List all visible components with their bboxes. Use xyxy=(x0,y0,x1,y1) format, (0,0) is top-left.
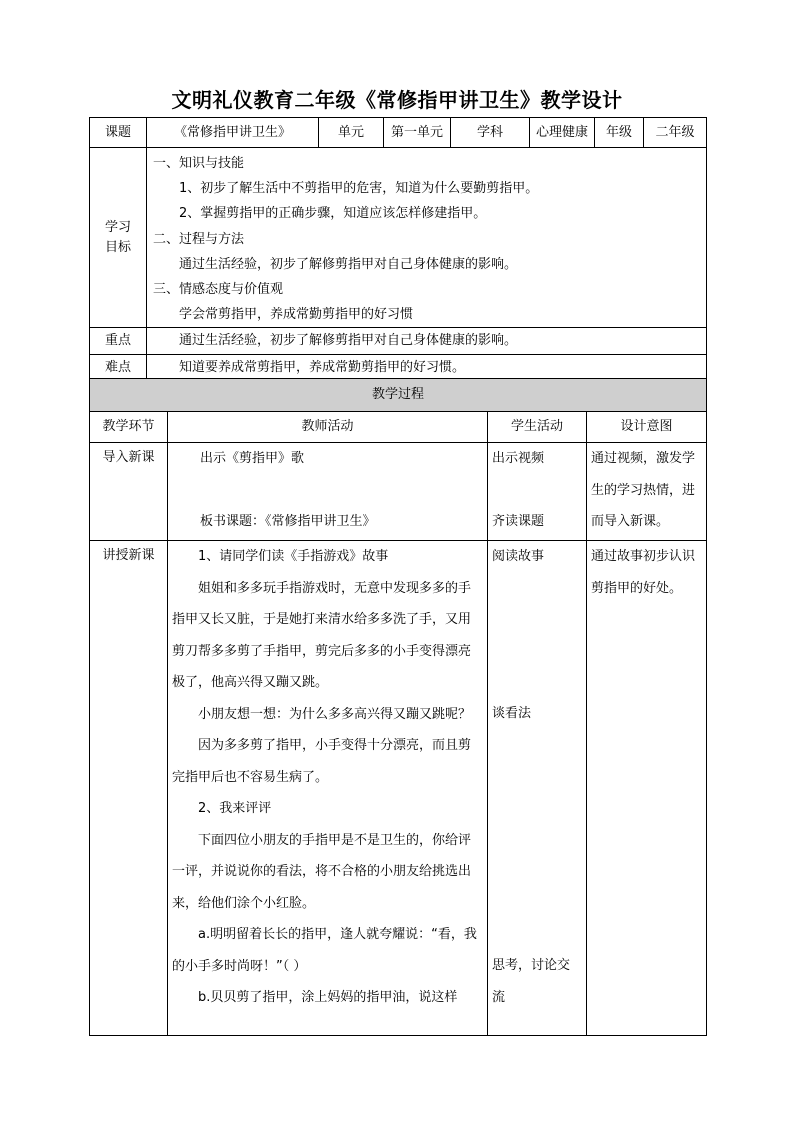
difficulty-label: 难点 xyxy=(90,355,147,382)
goal-heading: 三、情感态度与价值观 xyxy=(153,281,284,297)
goal-item: 通过生活经验，初步了解修剪指甲对自己身体健康的影响。 xyxy=(179,256,518,272)
teacher-activity: 下面四位小朋友的手指甲是不是卫生的，你给评一评，并说说你的看法，将不合格的小朋友给挑选出来，给他们涂个小红脸。 xyxy=(172,832,472,911)
column-header-student: 学生活动 xyxy=(488,412,587,443)
goal-item: 学会常剪指甲，养成常勤剪指甲的好习惯 xyxy=(179,307,414,323)
column-header-intent: 设计意图 xyxy=(587,412,707,443)
design-intent: 通过视频，激发学生的学习热情，进而导入新课。 xyxy=(591,451,696,529)
teacher-activity xyxy=(168,475,487,507)
course-value: 《常修指甲讲卫生》 xyxy=(147,118,319,148)
unit-value: 第一单元 xyxy=(384,118,451,148)
student-activity: 思考，讨论交流 xyxy=(492,958,571,1005)
grade-label: 年级 xyxy=(595,118,644,148)
teacher-activity: a.明明留着长长的指甲，逢人就夸耀说：“看，我的小手多时尚呀！”（ ） xyxy=(172,927,477,974)
difficulty-text: 知道要养成常剪指甲，养成常勤剪指甲的好习惯。 xyxy=(147,355,707,382)
subject-value: 心理健康 xyxy=(530,118,595,148)
teacher-activity: 因为多多剪了指甲，小手变得十分漂亮，而且剪完指甲后也不容易生病了。 xyxy=(172,738,472,785)
student-activity: 齐读课题 xyxy=(492,514,545,529)
page-title: 文明礼仪教育二年级《常修指甲讲卫生》教学设计 xyxy=(171,88,623,112)
subject-label: 学科 xyxy=(451,118,530,148)
goal-heading: 二、过程与方法 xyxy=(153,231,245,247)
goals-content xyxy=(147,148,707,328)
goals-label-line2: 目标 xyxy=(104,239,131,255)
grade-value: 二年级 xyxy=(644,118,707,148)
teaching-process-table xyxy=(89,378,707,1036)
goals-label xyxy=(90,148,147,328)
goals-label-line1: 学习 xyxy=(104,219,131,235)
teacher-activity: 出示《剪指甲》歌 xyxy=(200,451,305,466)
goal-item: 1、初步了解生活中不剪指甲的危害，知道为什么要勤剪指甲。 xyxy=(179,181,539,197)
teacher-activity: 2、我来评评 xyxy=(198,801,272,816)
goal-heading: 一、知识与技能 xyxy=(153,156,245,171)
course-label: 课题 xyxy=(90,118,147,148)
teacher-activity: 1、请同学们读《手指游戏》故事 xyxy=(198,549,389,564)
column-header-stage: 教学环节 xyxy=(90,412,168,443)
student-activity: 阅读故事 xyxy=(492,549,545,564)
column-header-teacher: 教师活动 xyxy=(168,412,488,443)
design-intent: 通过故事初步认识剪指甲的好处。 xyxy=(591,549,696,596)
student-activity: 谈看法 xyxy=(492,706,532,721)
stage-new-lesson: 讲授新课 xyxy=(90,541,168,1036)
unit-label: 单元 xyxy=(319,118,384,148)
goal-item: 2、掌握剪指甲的正确步骤，知道应该怎样修建指甲。 xyxy=(179,206,487,222)
process-header: 教学过程 xyxy=(90,379,707,412)
student-activity xyxy=(488,475,586,507)
teacher-activity: 姐姐和多多玩手指游戏时，无意中发现多多的手指甲又长又脏，于是她打来清水给多多洗了手，又用剪刀帮多多剪了手指甲，剪完后多多的小手变得漂亮极了，他高兴得又蹦又跳。 xyxy=(172,580,472,690)
student-activity: 出示视频 xyxy=(492,451,545,466)
lesson-info-table xyxy=(89,117,707,382)
teacher-activity: 小朋友想一想：为什么多多高兴得又蹦又跳呢？ xyxy=(198,706,472,722)
teacher-activity: b.贝贝剪了指甲，涂上妈妈的指甲油，说这样 xyxy=(198,990,458,1005)
key-point-text: 通过生活经验，初步了解修剪指甲对自己身体健康的影响。 xyxy=(147,328,707,355)
teacher-activity: 板书课题：《常修指甲讲卫生》 xyxy=(200,514,376,529)
stage-intro: 导入新课 xyxy=(90,443,168,541)
key-point-label: 重点 xyxy=(90,328,147,355)
